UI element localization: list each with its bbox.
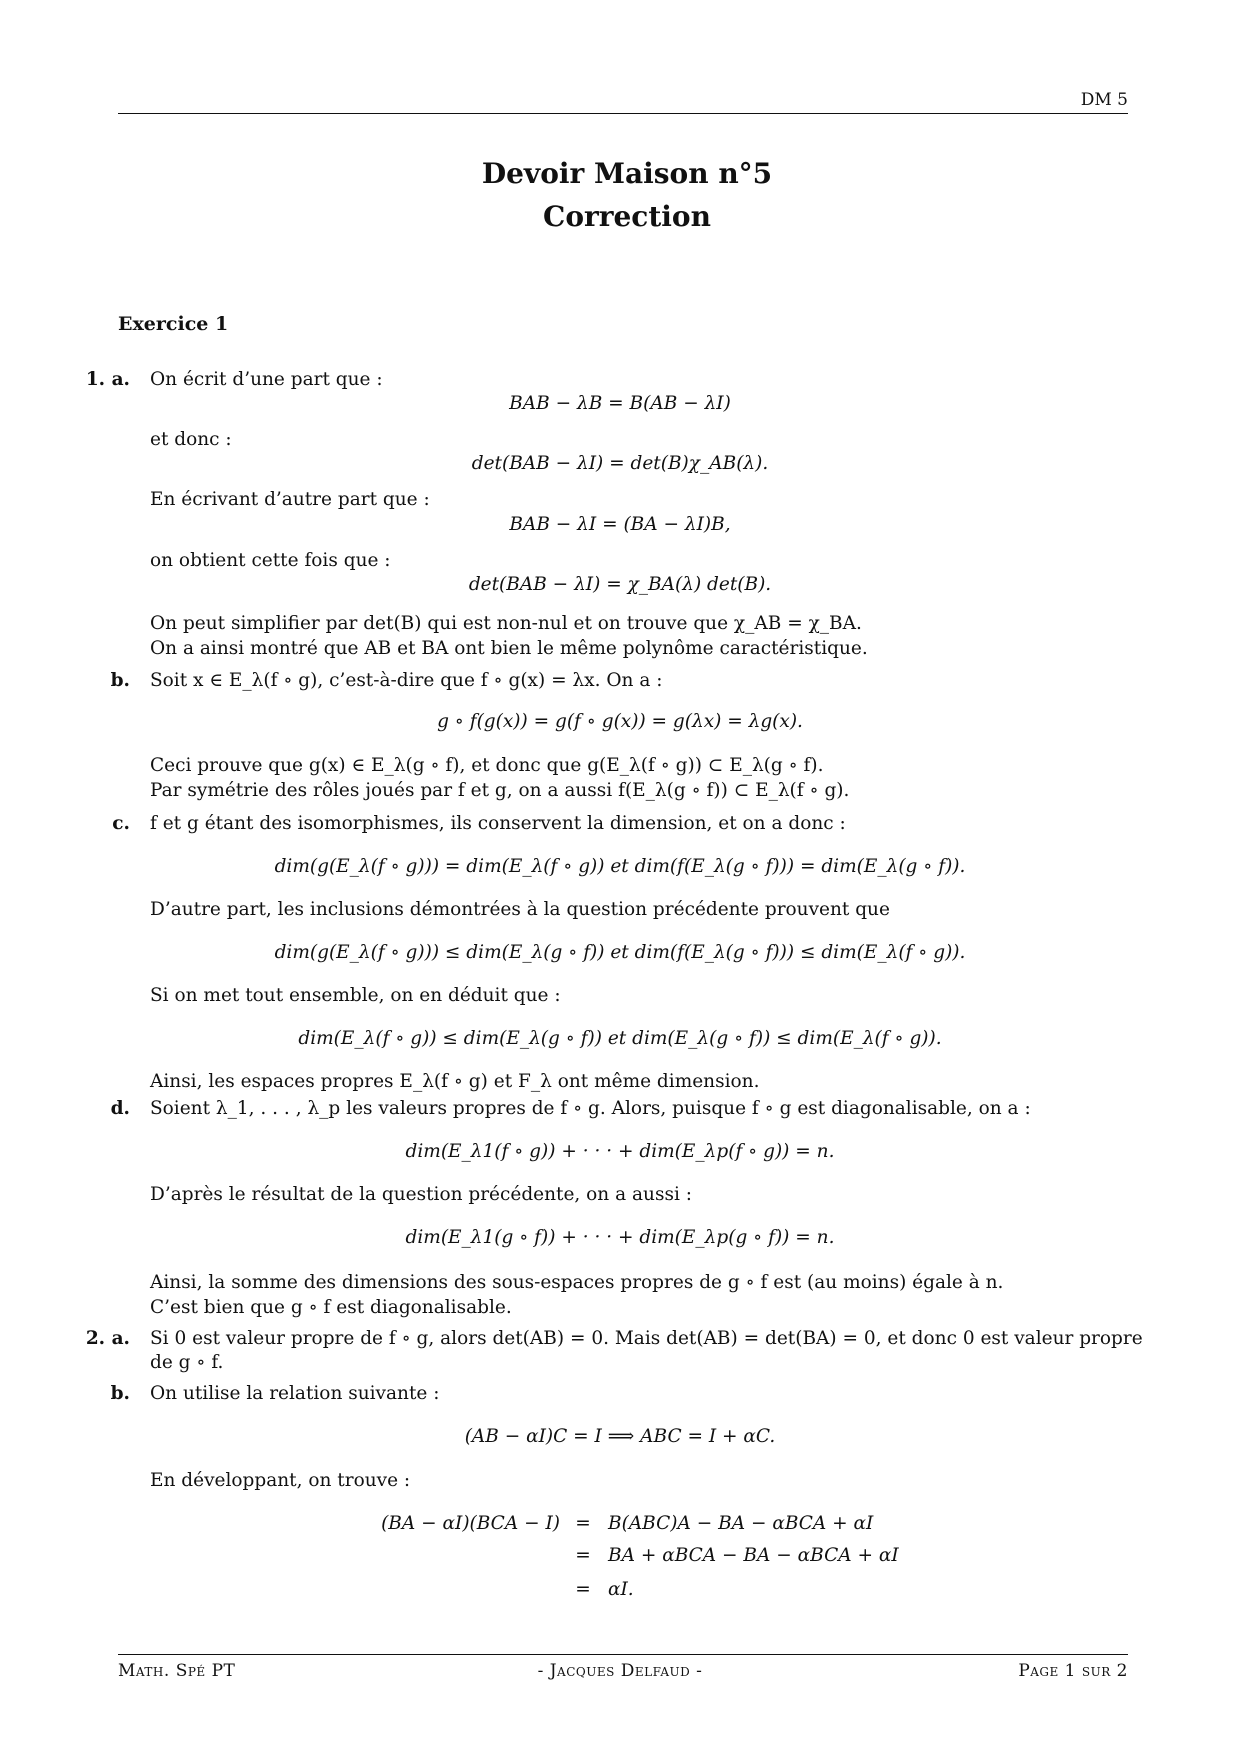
- text-line: On a ainsi montré que AB et BA ont bien le même polynôme caractéristique.: [150, 638, 868, 659]
- marker-1c: c.: [112, 813, 130, 834]
- text-line: On peut simplifier par det(B) qui est non-nul et on trouve que χ_AB = χ_BA.: [150, 613, 862, 634]
- exercise-heading: Exercice 1: [118, 313, 229, 335]
- footer-author: - Jacques Delfaud -: [537, 1661, 703, 1681]
- equation: g ∘ f(g(x)) = g(f ∘ g(x)) = g(λx) = λg(x).: [437, 711, 803, 732]
- aligned-rhs-2: BA + αBCA − BA − αBCA + αI: [608, 1545, 899, 1566]
- equation: det(BAB − λI) = χ_BA(λ) det(B).: [468, 574, 772, 595]
- text-line: f et g étant des isomorphismes, ils conservent la dimension, et on a donc :: [150, 813, 846, 834]
- aligned-equals: =: [575, 1545, 591, 1566]
- text-line: D’autre part, les inclusions démontrées à la question précédente prouvent que: [150, 899, 890, 920]
- equation: dim(E_λ(f ∘ g)) ≤ dim(E_λ(g ∘ f)) et dim(E_λ(g ∘ f)) ≤ dim(E_λ(f ∘ g)).: [298, 1028, 942, 1049]
- title-line-2: Correction: [543, 200, 711, 233]
- text-line: Si 0 est valeur propre de f ∘ g, alors det(AB) = 0. Mais det(AB) = det(BA) = 0, et donc 0 est valeur propre: [150, 1328, 1143, 1349]
- marker-2a: 2. a.: [85, 1328, 130, 1349]
- equation: (AB − αI)C = I ⟹ ABC = I + αC.: [464, 1426, 776, 1447]
- text-line: En écrivant d’autre part que :: [150, 489, 430, 510]
- marker-1d: d.: [110, 1098, 130, 1119]
- marker-1a: 1. a.: [85, 369, 130, 390]
- aligned-equals: =: [575, 1579, 591, 1600]
- equation: dim(g(E_λ(f ∘ g))) ≤ dim(E_λ(g ∘ f)) et dim(f(E_λ(g ∘ f))) ≤ dim(E_λ(f ∘ g)).: [274, 942, 966, 963]
- text-line: Soient λ_1, . . . , λ_p les valeurs propres de f ∘ g. Alors, puisque f ∘ g est diagonalisable, on a :: [150, 1098, 1031, 1119]
- text-line: On écrit d’une part que :: [150, 369, 383, 390]
- aligned-rhs-3: αI.: [608, 1579, 634, 1600]
- footer-page-number: Page 1 sur 2: [1018, 1661, 1128, 1681]
- aligned-lhs: (BA − αI)(BCA − I): [381, 1513, 560, 1534]
- text-line: et donc :: [150, 429, 232, 450]
- text-line: Si on met tout ensemble, on en déduit que :: [150, 985, 561, 1006]
- text-line: de g ∘ f.: [150, 1352, 224, 1373]
- equation: det(BAB − λI) = det(B)χ_AB(λ).: [471, 453, 769, 474]
- title-line-1: Devoir Maison n°5: [481, 157, 773, 190]
- text-line: Ainsi, les espaces propres E_λ(f ∘ g) et F_λ ont même dimension.: [150, 1071, 760, 1092]
- header-doc-id: DM 5: [1080, 90, 1128, 110]
- equation: dim(E_λ1(f ∘ g)) + · · · + dim(E_λp(f ∘ g)) = n.: [405, 1141, 835, 1162]
- page-title: [0, 152, 1240, 238]
- text-line: C’est bien que g ∘ f est diagonalisable.: [150, 1297, 512, 1318]
- equation: BAB − λI = (BA − λI)B,: [509, 514, 731, 535]
- equation: dim(g(E_λ(f ∘ g))) = dim(E_λ(f ∘ g)) et dim(f(E_λ(g ∘ f))) = dim(E_λ(g ∘ f)).: [274, 856, 966, 877]
- text-line: Ainsi, la somme des dimensions des sous-espaces propres de g ∘ f est (au moins) égale à n.: [150, 1272, 1004, 1293]
- header-rule: [118, 113, 1128, 114]
- aligned-rhs-1: B(ABC)A − BA − αBCA + αI: [608, 1513, 874, 1534]
- text-line: En développant, on trouve :: [150, 1470, 411, 1491]
- text-line: D’après le résultat de la question précédente, on a aussi :: [150, 1184, 692, 1205]
- equation: dim(E_λ1(g ∘ f)) + · · · + dim(E_λp(g ∘ f)) = n.: [405, 1227, 835, 1248]
- marker-2b: b.: [110, 1383, 130, 1404]
- footer-rule: [118, 1654, 1128, 1655]
- marker-1b: b.: [110, 670, 130, 691]
- text-line: on obtient cette fois que :: [150, 550, 391, 571]
- text-line: Soit x ∈ E_λ(f ∘ g), c’est-à-dire que f ∘ g(x) = λx. On a :: [150, 670, 663, 691]
- text-line: On utilise la relation suivante :: [150, 1383, 440, 1404]
- text-line: Ceci prouve que g(x) ∈ E_λ(g ∘ f), et donc que g(E_λ(f ∘ g)) ⊂ E_λ(g ∘ f).: [150, 755, 824, 776]
- equation: BAB − λB = B(AB − λI): [509, 393, 731, 414]
- aligned-equals: =: [575, 1513, 591, 1534]
- text-line: Par symétrie des rôles joués par f et g, on a aussi f(E_λ(g ∘ f)) ⊂ E_λ(f ∘ g).: [150, 780, 850, 801]
- footer-course: Math. Spé PT: [118, 1661, 236, 1681]
